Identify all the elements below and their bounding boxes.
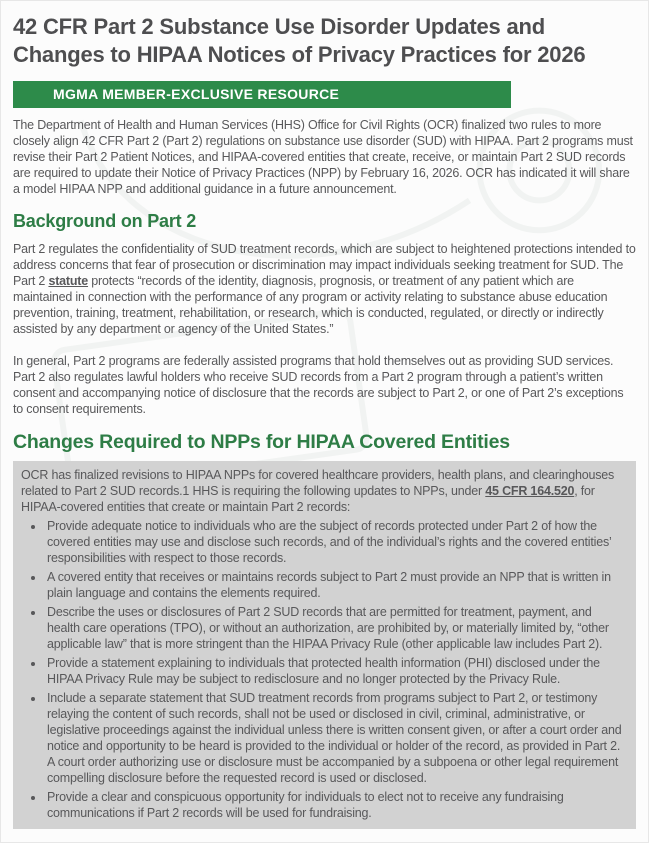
list-item: • Provide adequate notice to individuals who are the subject of records protected under Part 2 of how the covered entities may use and disclose such records, and of the individual’s rights and the covered entities’ responsibilities with respect to those records. <box>45 518 624 566</box>
list-item: • A covered entity that receives or maintains records subject to Part 2 must provide an NPP that is written in plain language and contains the elements required. <box>45 569 624 601</box>
npp-requirements-list <box>21 518 624 821</box>
changes-box-intro-text-after: , for HIPAA-covered entities that create or maintain Part 2 records: <box>21 484 595 514</box>
background-paragraph-2: In general, Part 2 programs are federally assisted programs that hold themselves out as providing SUD services. Part 2 also regulates lawful holders who receive SUD records from a Part 2 program through a patient’s written consent and accompanying notice of disclosure that the records are subject to Part 2, or one of Part 2’s exceptions to consent requirements. <box>13 354 624 416</box>
background-paragraph-1 <box>13 241 636 337</box>
page-title: 42 CFR Part 2 Substance Use Disorder Updates and Changes to HIPAA Notices of Privacy Practices for 2026 <box>13 14 586 67</box>
changes-box-intro-text: OCR has finalized revisions to HIPAA NPPs for covered healthcare providers, health plans, and clearinghouses related to Part 2 SUD records.1 HHS is requiring the following updates to NPPs, under <box>21 468 615 498</box>
list-item: • Describe the uses or disclosures of Part 2 SUD records that are permitted for treatment, payment, and health care operations (TPO), or without an authorization, are prohibited by, or materially limited by, “other applicable law” that is more stringent than the HIPAA Privacy Rule (other applicable law includes Part 2). <box>45 604 624 652</box>
changes-box-intro <box>21 467 624 515</box>
member-exclusive-banner-label: MGMA MEMBER-EXCLUSIVE RESOURCE <box>53 86 340 102</box>
section-heading-changes: Changes Required to NPPs for HIPAA Covered Entities <box>13 431 510 453</box>
document-content <box>13 13 636 829</box>
statute-link[interactable]: statute <box>48 274 89 288</box>
section-heading-background: Background on Part 2 <box>13 211 197 231</box>
list-item: • Provide a clear and conspicuous opportunity for individuals to elect not to receive any fundraising communications if Part 2 records will be used for fundraising. <box>45 789 624 821</box>
list-item: • Include a separate statement that SUD treatment records from programs subject to Part 2, or testimony relaying the content of such records, shall not be used or disclosed in civil, criminal, administrative, or legislative proceedings against the individual unless there is written consent given, or after a court order and notice and opportunity to be heard is provided to the individual or holder of the record, as provided in Part 2. A court order authorizing use or disclosure must be accompanied by a subpoena or other legal requirement compelling disclosure before the requested record is used or disclosed. <box>45 690 624 786</box>
list-item: • Provide a statement explaining to individuals that protected health information (PHI) disclosed under the HIPAA Privacy Rule may be subject to redisclosure and no longer protected by the Privacy Rule. <box>45 655 624 687</box>
document-page <box>1 1 648 842</box>
background-paragraph-1-text-after: protects “records of the identity, diagnosis, prognosis, or treatment of any patient which are maintained in connection with the performance of any program or activity relating to substance abuse education prevention, training, treatment, rehabilitation, or research, which is conducted, regulated, or directly or indirectly assisted by any department or agency of the United States.” <box>13 274 608 336</box>
intro-paragraph: The Department of Health and Human Services (HHS) Office for Civil Rights (OCR) finalized two rules to more closely align 42 CFR Part 2 (Part 2) regulations on substance use disorder (SUD) with HIPAA. Part 2 programs must revise their Part 2 Patient Notices, and HIPAA-covered entities that create, receive, or maintain Part 2 SUD records are required to update their Notice of Privacy Practices (NPP) by February 16, 2026. OCR has indicated it will share a model HIPAA NPP and additional guidance in a future announcement. <box>13 118 633 196</box>
background-paragraph-1-text: Part 2 regulates the confidentiality of SUD treatment records, which are subject to heightened protections intended to address concerns that fear of prosecution or discrimination may impact individuals seeking treatment for SUD. The Part 2 <box>13 242 636 288</box>
cfr-164-520-link[interactable]: 45 CFR 164.520 <box>485 484 575 498</box>
member-exclusive-banner <box>13 81 511 108</box>
changes-requirements-box <box>13 461 636 829</box>
